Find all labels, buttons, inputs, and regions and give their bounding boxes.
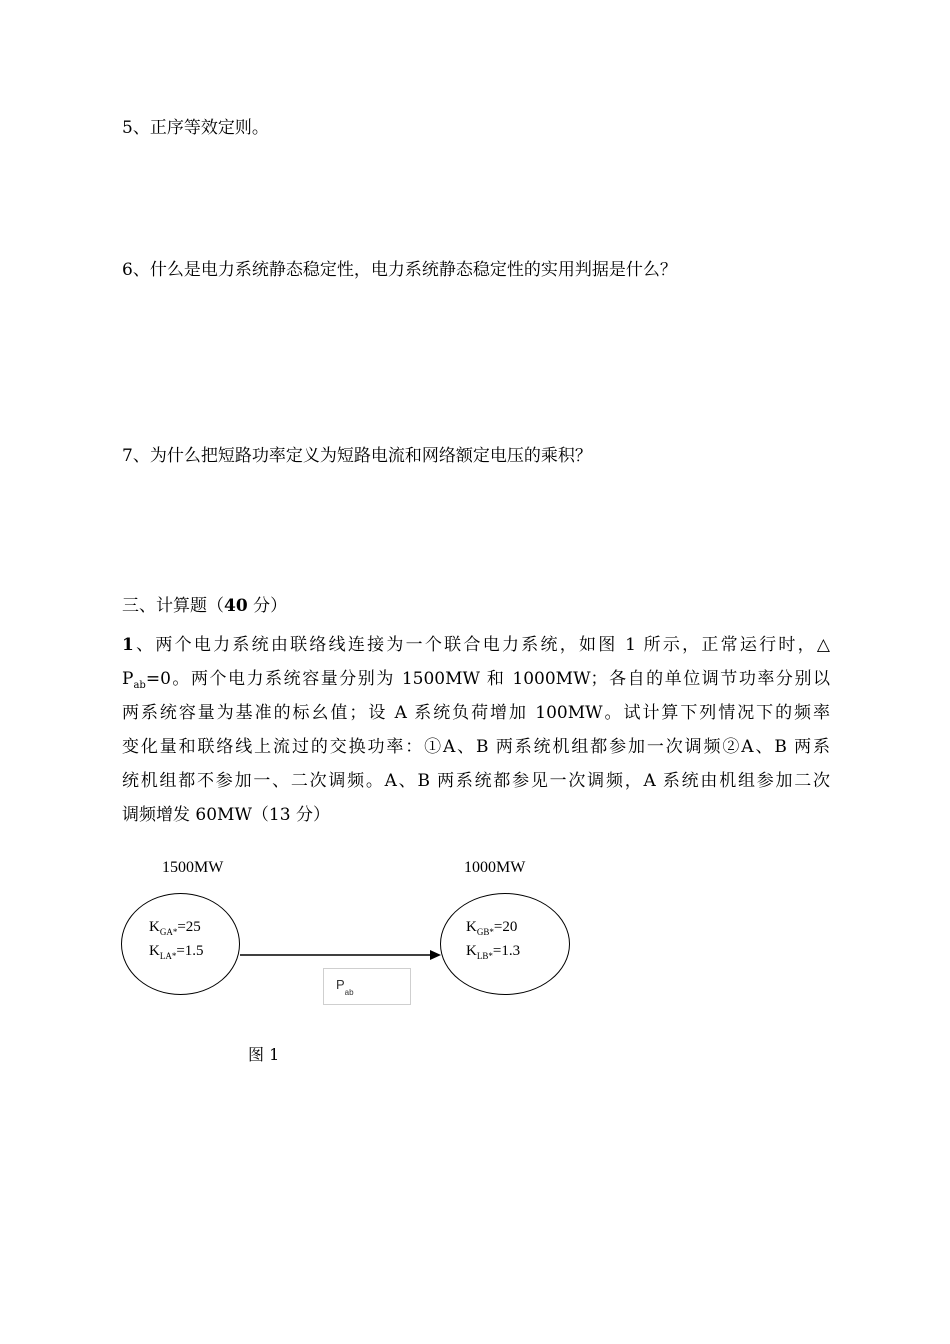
problem-number: 1 — [122, 635, 134, 655]
problem-line-1-text: 、两个电力系统由联络线连接为一个联合电力系统，如图 1 所示，正常运行时，△ — [133, 635, 830, 655]
k-gb-symbol: K — [466, 919, 477, 935]
section-title-prefix: 三、计算题（ — [122, 596, 224, 616]
question-5: 5、正序等效定则。 — [122, 118, 269, 138]
section-title-suffix: 分） — [247, 596, 288, 616]
k-ga-subscript: GA* — [159, 927, 178, 937]
tie-power-subscript: ab — [344, 988, 354, 997]
question-6: 6、什么是电力系统静态稳定性，电力系统静态稳定性的实用判据是什么？ — [122, 260, 677, 280]
k-la-value: =1.5 — [176, 943, 204, 959]
k-lb-symbol: K — [466, 943, 477, 959]
problem-line: 变化量和联络线上流过的交换功率：①A、B 两系统机组都参加一次调频②A、B 两系 — [122, 737, 830, 757]
problem-line: 两系统容量为基准的标幺值；设 A 系统负荷增加 100MW。试计算下列情况下的频率 — [122, 703, 830, 723]
k-ga-symbol: K — [149, 919, 160, 935]
tie-power-box — [323, 968, 411, 1005]
problem-line: 调频增发 60MW（13 分） — [122, 805, 330, 825]
k-la-symbol: K — [149, 943, 160, 959]
tie-power-label — [336, 977, 354, 997]
k-gb-value: =20 — [493, 919, 518, 935]
problem-line: 统机组都不参加一、二次调频。A、B 两系统都参见一次调频，A 系统由机组参加二次 — [122, 771, 830, 791]
problem-line-2-text: =0。两个电力系统容量分别为 1500MW 和 1000MW；各自的单位调节功率分别以 — [145, 669, 830, 689]
tie-power-symbol: P — [336, 977, 345, 992]
system-b-capacity: 1000MW — [464, 859, 526, 876]
system-a-capacity: 1500MW — [162, 859, 224, 876]
pab-subscript: ab — [133, 680, 146, 691]
section-score: 40 — [224, 596, 248, 616]
question-7: 7、为什么把短路功率定义为短路电流和网络额定电压的乘积？ — [122, 446, 592, 466]
k-lb-subscript: LB* — [476, 951, 493, 961]
k-la-subscript: LA* — [159, 951, 177, 961]
pab-symbol: P — [122, 669, 134, 689]
k-lb-value: =1.3 — [492, 943, 521, 959]
figure-caption: 图 1 — [248, 1045, 280, 1064]
k-ga-value: =25 — [177, 919, 201, 935]
k-gb-subscript: GB* — [476, 927, 494, 937]
